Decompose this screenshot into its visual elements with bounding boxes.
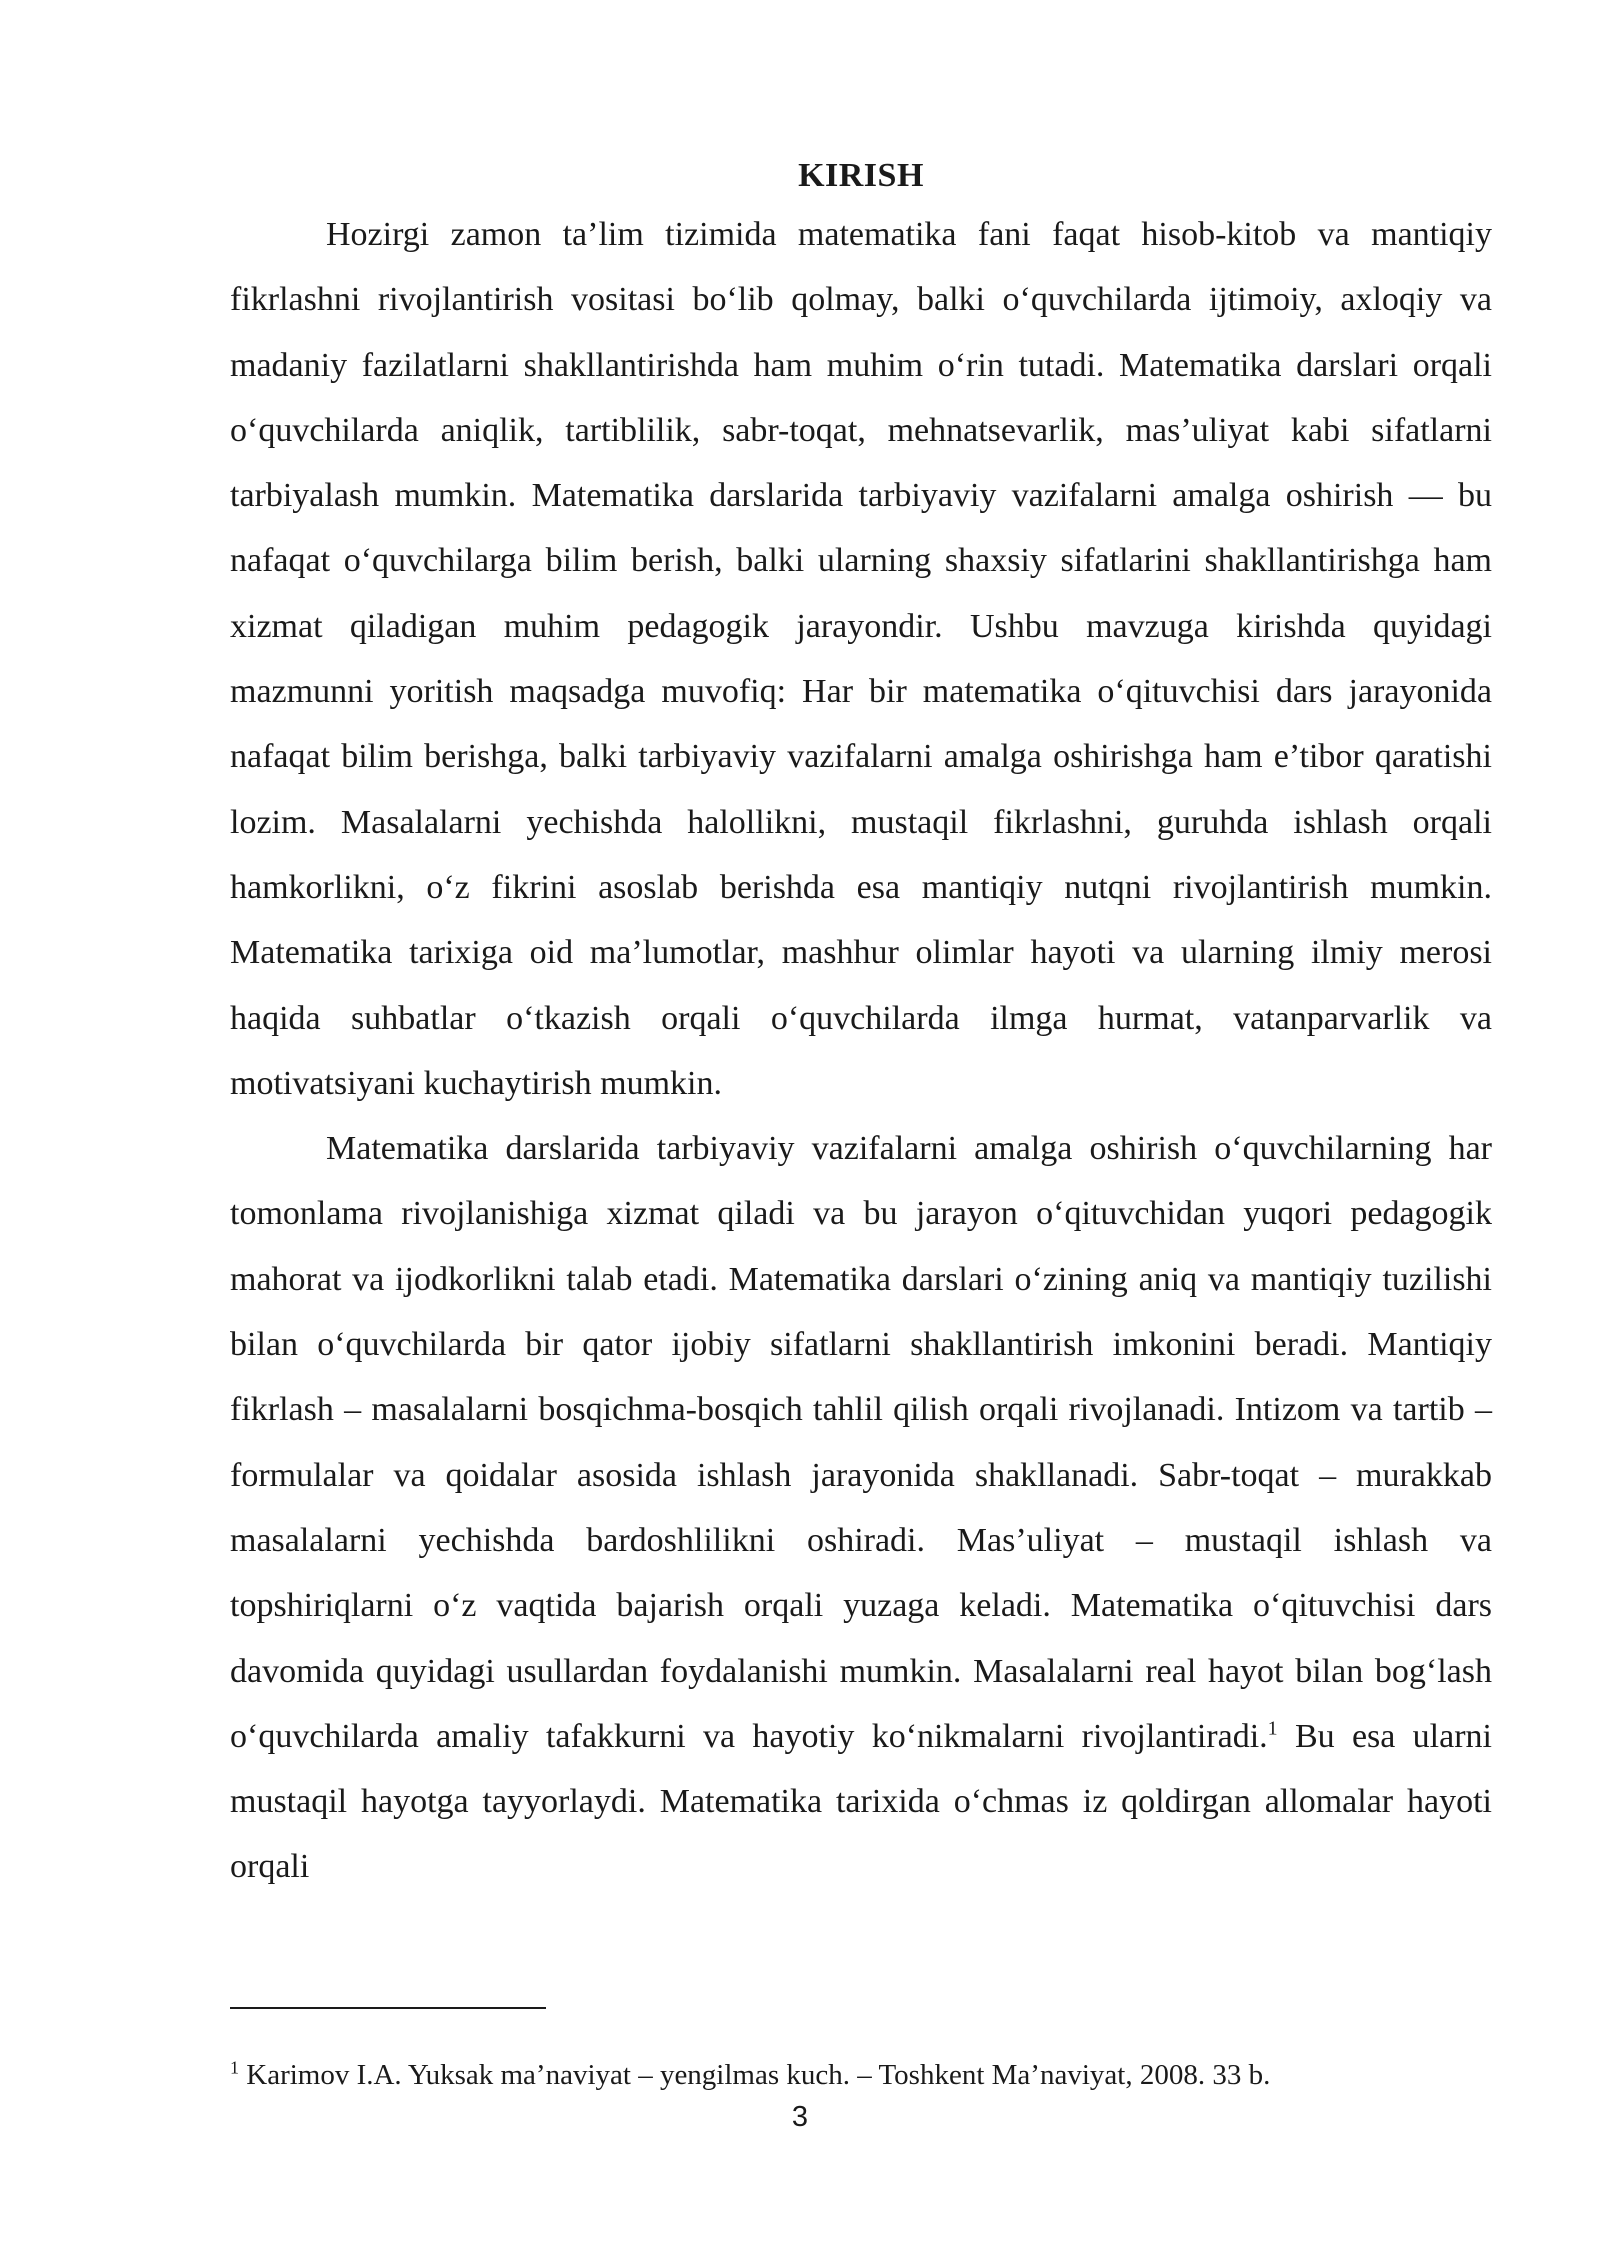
paragraph-2-text-before-ref: Matematika darslarida tarbiyaviy vazifalarni amalga oshirish o‘quvchilarning har tomonlama rivojlanishiga xizmat qiladi va bu jarayon o‘qituvchidan yuqori pedagogik mahorat va ijodkorlikni talab etadi. Matematika darslari o‘zining aniq va mantiqiy tuzilishi bilan o‘quvchilarda bir qator ijobiy sifatlarni shakllantirish imkonini beradi. Mantiqiy fikrlash – masalalarni bosqichma-bosqich tahlil qilish orqali rivojlanadi. Intizom va tartib – formulalar va qoidalar asosida ishlash jarayonida shakllanadi. Sabr-toqat – murakkab masalalarni yechishda bardoshlilikni oshiradi. Mas’uliyat – mustaqil ishlash va topshiriqlarni o‘z vaqtida bajarish orqali yuzaga keladi. Matematika o‘qituvchisi dars davomida quyidagi usullardan foydalanishi mumkin. Masalalarni real hayot bilan bog‘lash o‘quvchilarda amaliy tafakkurni va hayotiy ko‘nikmalarni rivojlantiradi. xyxy=(230,1130,1492,1755)
page-number: 3 xyxy=(791,2101,809,2133)
footnote-marker: 1 xyxy=(230,2057,239,2078)
footnote-separator xyxy=(230,2007,546,2009)
footnote-text: Karimov I.A. Yuksak ma’naviyat – yengilmas kuch. – Toshkent Ma’naviyat, 2008. 33 b. xyxy=(239,2059,1271,2091)
paragraph-2 xyxy=(230,1116,1492,1900)
footnote-reference[interactable]: 1 xyxy=(1267,1717,1278,1740)
page-heading: KIRISH xyxy=(798,157,924,194)
paragraph-2-text-after-ref: Bu esa ularni mustaqil hayotga tayyorlaydi. Matematika tarixida o‘chmas iz qoldirgan allomalar hayoti orqali xyxy=(230,1717,1492,1886)
paragraph-1-text: Hozirgi zamon ta’lim tizimida matematika fani faqat hisob-kitob va mantiqiy fikrlashni rivojlantirish vositasi bo‘lib qolmay, balki o‘quvchilarda ijtimoiy, axloqiy va madaniy fazilatlarni shakllantirishda ham muhim o‘rin tutadi. Matematika darslari orqali o‘quvchilarda aniqlik, tartiblilik, sabr-toqat, mehnatsevarlik, mas’uliyat kabi sifatlarni tarbiyalash mumkin. Matematika darslarida tarbiyaviy vazifalarni amalga oshirish — bu nafaqat o‘quvchilarga bilim berish, balki ularning shaxsiy sifatlarini shakllantirishga ham xizmat qiladigan muhim pedagogik jarayondir. Ushbu mavzuga kirishda quyidagi mazmunni yoritish maqsadga muvofiq: Har bir matematika o‘qituvchisi dars jarayonida nafaqat bilim berishga, balki tarbiyaviy vazifalarni amalga oshirishga ham e’tibor qaratishi lozim. Masalalarni yechishda halollikni, mustaqil fikrlashni, guruhda ishlash orqali hamkorlikni, o‘z fikrini asoslab berishda esa mantiqiy nutqni rivojlantirish mumkin. Matematika tarixiga oid ma’lumotlar, mashhur olimlar hayoti va ularning ilmiy merosi haqida suhbatlar o‘tkazish orqali o‘quvchilarda ilmga hurmat, vatanparvarlik va motivatsiyani kuchaytirish mumkin. xyxy=(230,216,1492,1102)
paragraph-1 xyxy=(230,202,1492,1116)
footnote xyxy=(230,2055,1492,2095)
page-body xyxy=(230,150,1492,1900)
